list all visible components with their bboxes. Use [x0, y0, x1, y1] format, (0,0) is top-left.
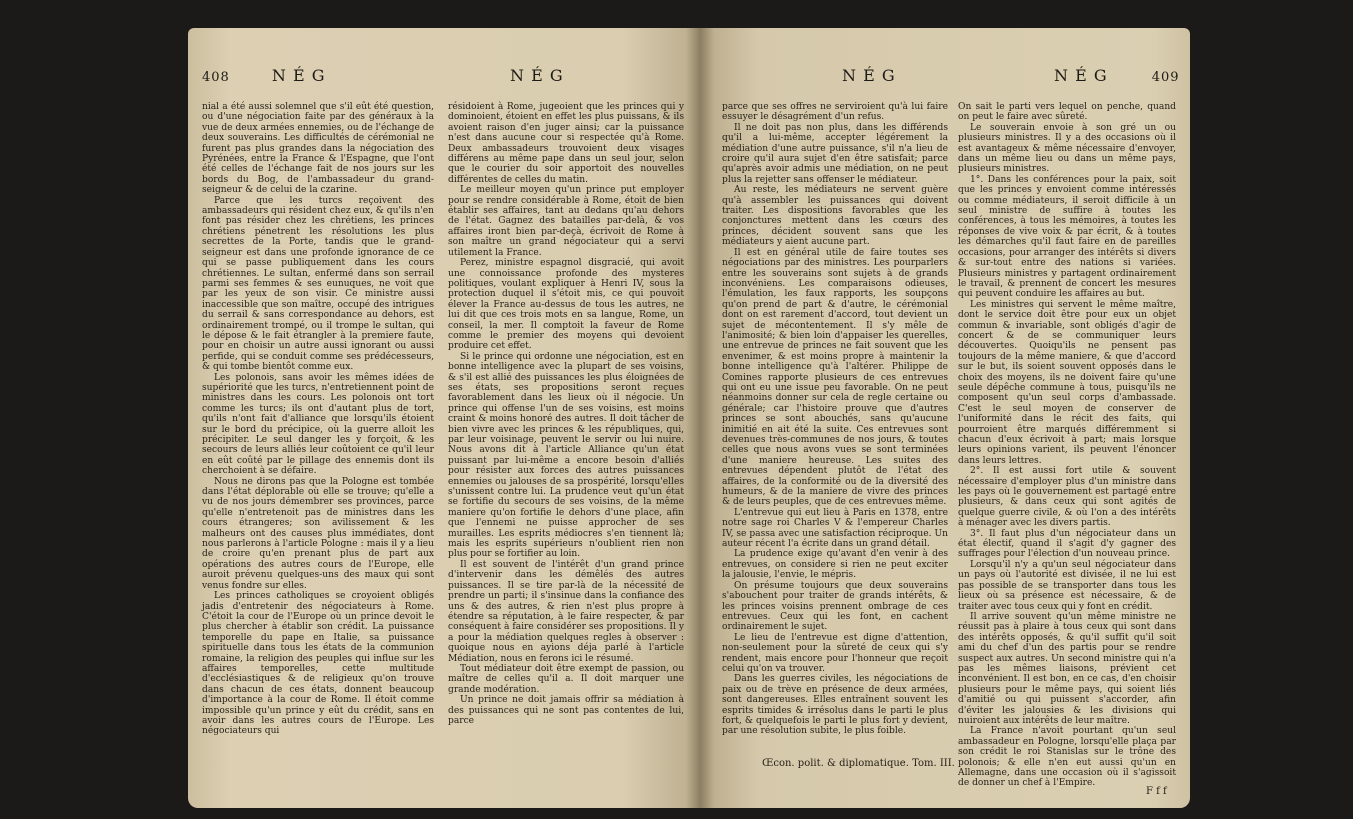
paragraph: Le lieu de l'entrevue est digne d'attention, non-seulement pour la sûreté de ceux qui s'y rendent, mais encore pour l'honneur que reçoit celui qu'on va trouver.: [722, 632, 948, 674]
paragraph: 2°. Il est aussi fort utile & souvent nécessaire d'employer plus d'un ministre dans les pays où le gouvernement est partagé entre plusieurs, & dans ceux qui sont agités de quelque guerre civile, & où l'on a des intérêts à ménager avec les divers partis.: [958, 466, 1176, 529]
page-number-left: 408: [202, 70, 230, 85]
left-page-column-2: [448, 102, 684, 804]
paragraph: Si le prince qui ordonne une négociation, est en bonne intelligence avec la plupart de ses voisins, & s'il est allié des puissances les plus éloignées de ses états, ses propositions seront reçues favorablement dans les lieux où il négocie. Un prince qui offense l'un de ses voisins, est moins craint & moins honoré des autres. Il doit tâcher de bien vivre avec les princes & les républiques, qui, par leur voisinage, peuvent le servir ou lui nuire. Nous avons dit à l'article Alliance qu'un état puissant par lui-même a encore besoin d'alliés pour résister aux forces des autres puissances ennemies ou jalouses de sa prospérité, lorsqu'elles s'unissent contre lui. La prudence veut qu'un état se fortifie du secours de ses voisins, de la même maniere qu'on fortifie le dehors d'une place, afin que l'ennemi ne puisse approcher de ses murailles. Les esprits médiocres s'en tiennent là; mais les esprits supérieurs n'oublient rien non plus pour se fortifier au loin.: [448, 351, 684, 560]
paragraph: Parce que les turcs reçoivent des ambassadeurs qui résident chez eux, & qu'ils n'en font pas résider chez les chrétiens, les princes chrétiens pénetrent les résolutions les plus secrettes de la Porte, tandis que le grand-seigneur est dans une profonde ignorance de ce qui se passe publiquement dans les cours chrétiennes. Le sultan, enfermé dans son serrail parmi ses femmes & ses eunuques, ne voit que par les yeux de son visir. Ce ministre aussi inaccessible que son maître, occupé des intrigues du serrail & sans correspondance au dehors, est ordinairement trompé, ou il trompe le sultan, qui le dépose & le fait étrangler à la premiere faute, pour en choisir un autre aussi ignorant ou aussi perfide, qui se conduit comme ses prédécesseurs, & qui tombe bientôt comme eux.: [202, 195, 434, 373]
paragraph: Les ministres qui servent le même maître, dont le service doit être pour eux un objet commun & invariable, sont obligés d'agir de concert & de se communiquer leurs découvertes. Quoiqu'ils ne pensent pas toujours de la même maniere, & que d'accord sur le but, ils soient souvent opposés dans le choix des moyens, ils ne doivent faire qu'une seule dépêche commune à tous, puisqu'ils ne composent qu'un seul corps d'ambassade. C'est le seul moyen de conserver de l'uniformité dans le récit des faits, qui pourroient être marqués différemment si chacun d'eux écrivoit à part; mais lorsque leurs opinions varient, ils peuvent l'énoncer dans leurs lettres.: [958, 299, 1176, 466]
paragraph: 1°. Dans les conférences pour la paix, soit que les princes y envoient comme intéressés ou comme médiateurs, il seroit difficile à un seul ministre de suffire à toutes les conférences, à tous les mémoires, à toutes les réponses de vive voix & par écrit, & à toutes les démarches qu'il faut faire en de pareilles occasions, pour arranger des intérêts si divers & sur-tout entre des nations si variées. Plusieurs ministres y partagent ordinairement le travail, & prennent de concert les mesures qui peuvent conduire les affaires au but.: [958, 174, 1176, 300]
paragraph: Un prince ne doit jamais offrir sa médiation à des puissances qui ne sont pas contentes de lui, parce: [448, 695, 684, 726]
page-footer-reference: Œcon. polit. & diplomatique. Tom. III.: [762, 758, 955, 769]
paragraph: nial a été aussi solemnel que s'il eût été question, ou d'une négociation faite par des généraux à la vue de deux armées ennemies, ou de l'échange de deux souverains. Les difficultés de cérémonial ne furent pas plus grandes dans la négociation des Pyrénées, entre la France & l'Espagne, que l'ont été celles de l'échange fait de nos jours sur les bords du Bog, de l'ambassadeur du grand-seigneur & de celui de la czarine.: [202, 102, 434, 196]
header-center-left-page: N É G: [510, 66, 564, 85]
right-running-head: [1054, 66, 1180, 85]
paragraph: 3°. Il faut plus d'un négociateur dans un état électif, quand il s'agit d'y gagner des suffrages pour l'élection d'un nouveau prince.: [958, 528, 1176, 560]
paragraph: Le meilleur moyen qu'un prince put employer pour se rendre considérable à Rome, étoit de bien établir ses affaires, tant au dedans qu'au dehors de l'état. Gagnez des batailles par-delà, & vos affaires iront bien par-deçà, écrivoit de Rome à son maître un grand négociateur qui a servi utilement la France.: [448, 185, 684, 258]
paragraph: Les polonois, sans avoir les mêmes idées de supériorité que les turcs, n'entretiennent point de ministres dans les cours. Les polonois ont tort comme les turcs; ils ont d'autant plus de tort, qu'ils n'ont fait d'alliance que lorsqu'ils étoient sur le bord du précipice, où la guerre alloit les précipiter. Le seul danger les y forçoit, & les secours de leurs alliés leur coûtoient ce qu'il leur en eût coûté par le pillage des ennemis dont ils cherchoient à se défaire.: [202, 372, 434, 477]
header-center-right-page: N É G: [842, 66, 896, 85]
paragraph: Il est en général utile de faire toutes ses négociations par des ministres. Les pourparlers entre les souverains sont sujets à de grands inconvéniens. Les comparaisons odieuses, l'émulation, les faux rapports, les soupçons qu'on prend de part & d'autre, le cérémonial dont on est rarement d'accord, tout devient un sujet de mécontentement. Il s'y mêle de l'animosité; & bien loin d'appaiser les querelles, une entrevue de princes ne fait souvent que les envenimer, & est moins propre à maintenir la bonne intelligence qu'à l'altérer. Philippe de Comines rapporte plusieurs de ces entrevues qui ont eu une issue peu favorable. On ne peut néanmoins donner sur cela de regle certaine ou générale; car l'histoire prouve que d'autres princes se sont abouchés, sans qu'aucune inimitié en ait été la suite. Ces entrevues sont devenues très-communes de nos jours, & toutes celles que nous avons vues se sont terminées d'une maniere heureuse. Les suites des entrevues dépendent plutôt de l'état des affaires, de la conformité ou de la diversité des humeurs, & de la maniere de vivre des princes & de leurs peuples, que de ces entrevues même.: [722, 247, 948, 508]
paragraph: Il ne doit pas non plus, dans les différends qu'il a lui-même, accepter légérement la médiation d'une autre puissance, s'il n'a lieu de croire qu'il aura sujet d'en être satisfait; parce qu'après avoir admis une médiation, on ne peut plus la rejetter sans offenser le médiateur.: [722, 122, 948, 185]
paragraph: Il arrive souvent qu'un même ministre ne réussit pas à plaire à tous ceux qui sont dans des intérêts opposés, & qu'il suffit qu'il soit ami du chef d'un des partis pour se rendre suspect aux autres. Un second ministre qui n'a pas les mêmes liaisons, prévient cet inconvénient. Il est bon, en ce cas, d'en choisir plusieurs pour le même pays, qui soient liés d'amitié ou qui puissent s'accorder, afin d'éviter les jalousies & les divisions qui nuiroient aux intérêts de leur maître.: [958, 611, 1176, 726]
paragraph: La prudence exige qu'avant d'en venir à des entrevues, on considere si rien ne peut exciter la jalousie, l'envie, le mépris.: [722, 549, 948, 581]
right-page-column-1: [722, 102, 948, 752]
left-running-head: [202, 66, 326, 85]
paragraph: L'entrevue qui eut lieu à Paris en 1378, entre notre sage roi Charles V & l'empereur Charles IV, se passa avec une satisfaction réciproque. Un auteur récent l'a écrite dans un grand détail.: [722, 507, 948, 550]
paragraph: Il est souvent de l'intérêt d'un grand prince d'intervenir dans les démêlés des autres puissances. Il se tire par-là de la nécessité de prendre un parti; il s'insinue dans la confiance des uns & des autres, & rien n'est plus propre à étendre sa réputation, à le faire respecter, & par conséquent à faire considérer ses propositions. Il y a pour la médiation quelques regles à observer : quoique nous en ayions déja parlé à l'article Médiation, nous en ferons ici le résumé.: [448, 559, 684, 664]
paragraph: On présume toujours que deux souverains s'abouchent pour traiter de grands intérêts, & les princes voisins prennent ombrage de ces entrevues. Ceux qui les font, en cachent ordinairement le sujet.: [722, 580, 948, 633]
paragraph: Le souverain envoie à son gré un ou plusieurs ministres. Il y a des occasions où il est avantageux & même nécessaire d'envoyer, dans un même lieu ou dans un même pays, plusieurs ministres.: [958, 122, 1176, 175]
paragraph: Au reste, les médiateurs ne servent guère qu'à assembler les puissances qui doivent traiter. Les dispositions favorables que les conjonctures mettent dans les cœurs des princes, décident souvent sans que les médiateurs y aient aucune part.: [722, 185, 948, 248]
book-gutter: [686, 28, 714, 808]
paragraph: La France n'avoit pourtant qu'un seul ambassadeur en Pologne, lorsqu'elle plaça par son crédit le roi Stanislas sur le trône des polonois; & elle n'en eut aussi qu'un en Allemagne, dans une occasion où il s'agissoit de donner un chef à l'Empire.: [958, 726, 1176, 789]
paragraph: Lorsqu'il n'y a qu'un seul négociateur dans un pays où l'autorité est divisée, il ne lui est pas possible de se transporter dans tous les lieux où sa présence est nécessaire, & de traiter avec tous ceux qui y font en crédit.: [958, 559, 1176, 612]
paragraph: Perez, ministre espagnol disgracié, qui avoit une connoissance profonde des mysteres politiques, voulant expliquer à Henri IV, sous la protection duquel il s'étoit mis, ce qui pouvoit élever la France au-dessus de tous les autres, ne lui dit que ces trois mots en sa langue, Rome, un conseil, la mer. Il comptoit la faveur de Rome comme le premier des moyens qui devoient produire cet effet.: [448, 258, 684, 352]
header-right-word: N É G: [1054, 66, 1108, 85]
paragraph: Nous ne dirons pas que la Pologne est tombée dans l'état déplorable où elle se trouve; qu'elle a vu de nos jours démembrer ses provinces, parce qu'elle n'entretenoit pas de ministres dans les cours étrangeres; son avilissement & les malheurs ont des causes plus immédiates, dont nous parlerons à l'article Pologne : mais il y a lieu de croire qu'en prenant plus de part aux opérations des autres cours de l'Europe, elle auroit prévenu quelques-uns des maux qui sont venus fondre sur elles.: [202, 476, 434, 591]
left-page: [188, 28, 700, 808]
paragraph: On sait le parti vers lequel on penche, quand on peut le faire avec sûreté.: [958, 102, 1176, 123]
left-page-column-1: [202, 102, 434, 804]
right-page: [700, 28, 1190, 808]
paragraph: Tout médiateur doit être exempt de passion, ou maître de celles qu'il a. Il doit marquer une grande modération.: [448, 663, 684, 695]
paragraph: résidoient à Rome, jugeoient que les princes qui y dominoient, étoient en effet les plus puissans, & ils avoient raison d'en juger ainsi; car la puissance n'est dans aucune cour si respectée qu'à Rome. Deux ambassadeurs trouvoient deux visages différens au même pape dans un seul jour, selon que le courier du soir apportoit des nouvelles différentes de celles du matin.: [448, 102, 684, 185]
paragraph: Les princes catholiques se croyoient obligés jadis d'entretenir des négociateurs à Rome. C'étoit la cour de l'Europe où un prince devoit le plus chercher à établir son crédit. La puissance temporelle du pape en Italie, sa puissance spirituelle dans tous les états de la communion romaine, la religion des peuples qui influe sur les affaires temporelles, cette multitude d'ecclésiastiques & de religieux qu'on trouve dans chacun de ces états, donnent beaucoup d'importance à la cour de Rome. Il étoit comme impossible qu'un prince y eût du crédit, sans en avoir dans les autres cours de l'Europe. Les négociateurs qui: [202, 591, 434, 737]
paragraph: parce que ses offres ne serviroient qu'à lui faire essuyer le désagrément d'un refus.: [722, 102, 948, 123]
header-left-word: N É G: [271, 66, 326, 85]
page-number-right: 409: [1151, 70, 1180, 85]
right-page-column-2: [958, 102, 1176, 789]
signature-mark: F f f: [1146, 786, 1167, 797]
paragraph: Dans les guerres civiles, les négociations de paix ou de trève en présence de deux armées, sont dangereuses. Elles entraînent souvent les esprits timides & irrésolus dans le parti le plus fort, & quelquefois le parti le plus fort y devient, par une résolution subite, le plus foible.: [722, 674, 948, 737]
